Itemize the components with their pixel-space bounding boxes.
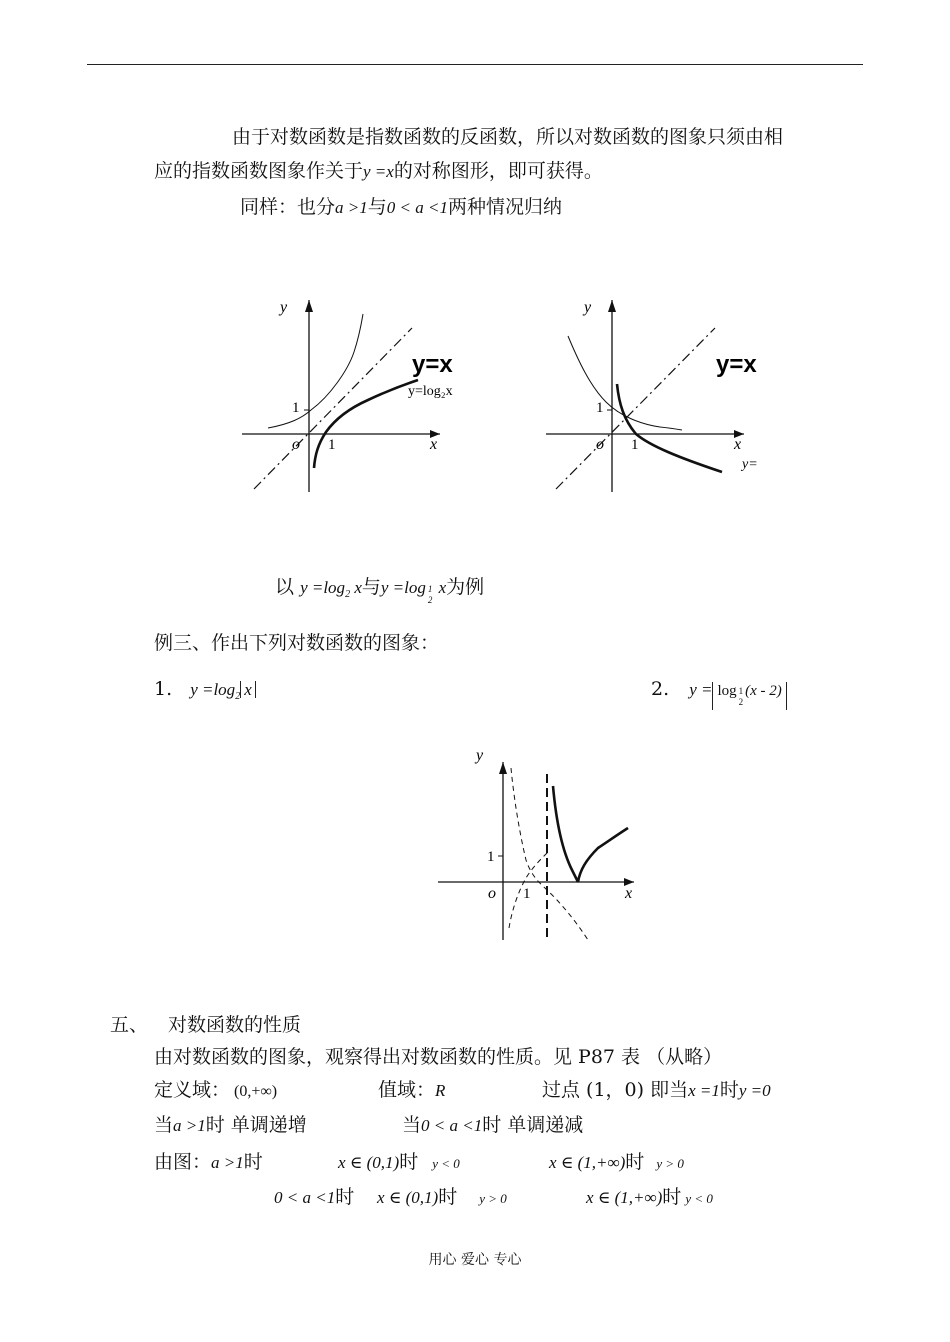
section5-heading bbox=[110, 1016, 301, 1035]
caption-text: 与 bbox=[361, 576, 381, 598]
math-text: y =log bbox=[300, 578, 346, 597]
y-axis-label: y bbox=[584, 299, 592, 316]
origin-label: o bbox=[488, 885, 496, 902]
when-text: 时 bbox=[625, 1151, 645, 1173]
figure-row-2 bbox=[274, 1188, 354, 1207]
figure-label: 由图： bbox=[154, 1151, 212, 1173]
math-abs: x bbox=[240, 681, 256, 698]
monotonic-increase bbox=[154, 1116, 307, 1135]
range-label: 值域： bbox=[378, 1079, 436, 1101]
one-x-label: 1 bbox=[631, 437, 639, 453]
figure-row-2-right bbox=[586, 1188, 713, 1207]
item-number: 2. bbox=[651, 678, 670, 700]
when-text: 时 bbox=[719, 1079, 739, 1101]
range-value: R bbox=[435, 1081, 446, 1100]
intro-text: 同样：也分 bbox=[240, 196, 336, 218]
one-y-label: 1 bbox=[292, 400, 300, 416]
mono-text: 时 单调递减 bbox=[482, 1114, 584, 1136]
math-sub: 2 bbox=[235, 691, 241, 702]
intro-text: 两种情况归纳 bbox=[447, 196, 562, 218]
math-text: y =log bbox=[190, 680, 236, 699]
range-row bbox=[378, 1081, 445, 1100]
math-text: x bbox=[350, 578, 362, 597]
fraction-den: 2 bbox=[738, 697, 744, 707]
math-a-gt-1: a >1 bbox=[211, 1153, 244, 1172]
math-text: x bbox=[434, 578, 447, 597]
y-eq-x-label: y=x bbox=[716, 351, 757, 378]
fraction-num: 1 bbox=[427, 584, 433, 594]
figure-row-1 bbox=[154, 1153, 263, 1172]
reflected-curve-dashed bbox=[511, 768, 588, 940]
math-y-lt-0: y < 0 bbox=[432, 1156, 460, 1171]
math-text: y =log bbox=[380, 578, 426, 597]
math-0-lt-a-lt-1: 0 < a <1 bbox=[421, 1116, 483, 1135]
math-a-gt-1: a >1 bbox=[335, 198, 368, 217]
intro-text: 与 bbox=[367, 196, 387, 218]
one-x-label: 1 bbox=[328, 437, 336, 453]
math-y-gt-0: y > 0 bbox=[479, 1191, 507, 1206]
footer-text: 用心 爱心 专心 bbox=[428, 1252, 522, 1268]
when-text: 当 bbox=[154, 1114, 174, 1136]
when-text: 时 bbox=[662, 1186, 682, 1208]
x-axis-label: x bbox=[430, 436, 438, 453]
math-y-lt-0: y < 0 bbox=[685, 1191, 713, 1206]
fraction-den: 2 bbox=[427, 595, 433, 605]
math-x-in-0-1: x ∈ (0,1) bbox=[377, 1188, 439, 1207]
item-number: 1. bbox=[154, 678, 173, 700]
math-a-gt-1: a >1 bbox=[173, 1116, 206, 1135]
fraction-num: 1 bbox=[738, 686, 744, 696]
mono-text: 时 单调递增 bbox=[205, 1114, 307, 1136]
math-text: (x - 2) bbox=[745, 683, 782, 699]
when-text: 时 bbox=[399, 1151, 419, 1173]
caption-text: 为例 bbox=[446, 576, 485, 598]
math-sub: 2 bbox=[345, 589, 351, 600]
domain-value: (0,+∞) bbox=[234, 1083, 278, 1100]
math-text: y = bbox=[689, 680, 713, 699]
y-axis-label: y bbox=[280, 299, 288, 316]
section5-line-1: 由对数函数的图象，观察得出对数函数的性质。见 P87 表 （从略） bbox=[154, 1046, 723, 1068]
math-x-in-0-1: x ∈ (0,1) bbox=[338, 1153, 400, 1172]
intro-text: 应的指数函数图象作关于 bbox=[154, 160, 364, 182]
when-text: 时 bbox=[243, 1151, 263, 1173]
log2-curve-label: y=log₂x bbox=[408, 384, 453, 399]
pass-label: 过点 (1，0) 即当 bbox=[542, 1079, 689, 1101]
x-axis-label: x bbox=[625, 885, 633, 902]
intro-line-1: 由于对数函数是指数函数的反函数，所以对数函数的图象只须由相 bbox=[232, 126, 784, 148]
y-eq-x-label: y=x bbox=[412, 351, 453, 378]
when-text: 时 bbox=[438, 1186, 458, 1208]
domain-row bbox=[154, 1081, 277, 1100]
math-x-in-1-inf: x ∈ (1,+∞) bbox=[586, 1188, 663, 1207]
pass-point-row bbox=[542, 1081, 771, 1100]
section-number: 五、 bbox=[110, 1014, 149, 1036]
caption-text: 以 bbox=[275, 576, 295, 598]
origin-label: o bbox=[292, 436, 300, 453]
domain-label: 定义域： bbox=[154, 1079, 231, 1101]
math-x-in-1-inf: x ∈ (1,+∞) bbox=[549, 1153, 626, 1172]
example3-title: 例三、作出下列对数函数的图象： bbox=[154, 632, 440, 654]
when-text: 时 bbox=[335, 1186, 355, 1208]
math-text: log bbox=[717, 683, 737, 699]
log-half-curve-label: y= bbox=[742, 457, 758, 472]
one-y-label: 1 bbox=[596, 400, 604, 416]
y-axis-arrow-icon bbox=[499, 762, 507, 774]
section-title: 对数函数的性质 bbox=[168, 1014, 302, 1036]
y-axis-label: y bbox=[476, 747, 484, 764]
result-curve-right bbox=[578, 828, 628, 882]
one-y-label: 1 bbox=[487, 849, 495, 865]
math-y-eq-0: y =0 bbox=[738, 1081, 771, 1100]
math-0-lt-a-lt-1: 0 < a <1 bbox=[274, 1188, 336, 1207]
figure-row-2-mid bbox=[377, 1188, 507, 1207]
x-axis-label: x bbox=[734, 436, 742, 453]
math-y-eq-x: y =x bbox=[363, 162, 394, 181]
one-x-label: 1 bbox=[523, 886, 531, 902]
math-y-gt-0: y > 0 bbox=[656, 1156, 684, 1171]
figure-row-1-mid bbox=[338, 1153, 460, 1172]
monotonic-decrease bbox=[402, 1116, 583, 1135]
origin-label: o bbox=[596, 436, 604, 453]
when-text: 当 bbox=[402, 1114, 422, 1136]
result-curve-left bbox=[553, 786, 578, 882]
intro-text: 的对称图形，即可获得。 bbox=[393, 160, 603, 182]
figure-row-1-right bbox=[549, 1153, 684, 1172]
math-x-eq-1: x =1 bbox=[688, 1081, 720, 1100]
math-0-lt-a-lt-1: 0 < a <1 bbox=[386, 198, 448, 217]
